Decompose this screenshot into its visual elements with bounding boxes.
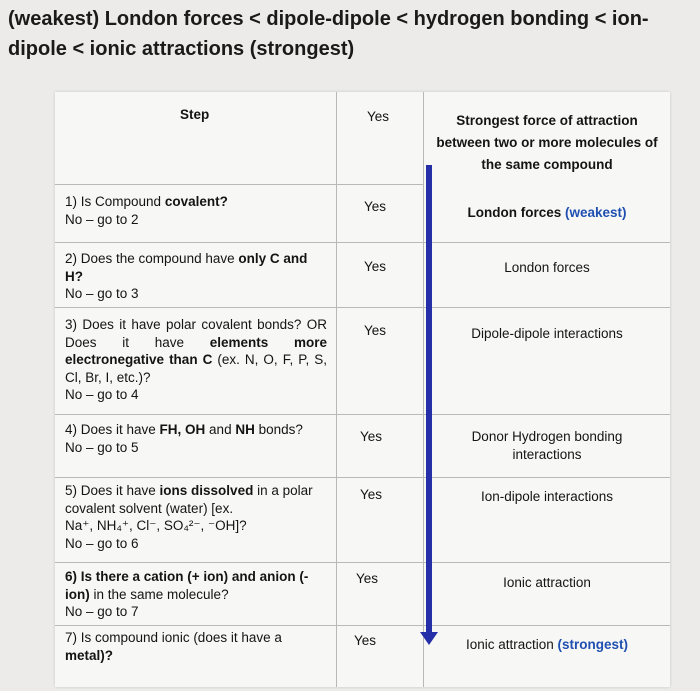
header-step: Step [180,107,210,122]
row-6-no: No – go to 7 [65,604,139,619]
down-arrow-icon [420,632,438,645]
row-1-force: London forces (weakest) [467,205,627,220]
row-3-question: 3) Does it have polar covalent bonds? OR Does it have elements more electronegative than C (ex. N, O, F, P, S, Cl, Br, I, etc.)? No – go to 4 [65,317,328,402]
row-7-question: 7) Is compound ionic (does it have a metal)? [65,630,282,663]
column-divider [423,92,424,687]
row-divider [55,307,670,308]
row-divider [55,242,670,243]
heading-line-2: dipole < ionic attractions (strongest) [8,38,355,60]
row-6-force: Ionic attraction [503,575,591,590]
row-3-yes: Yes [364,323,387,338]
row-divider [55,625,670,626]
row-5-force: Ion-dipole interactions [480,489,614,504]
row-2-no: No – go to 3 [65,286,139,301]
heading-line-1: (weakest) London forces < dipole-dipole < hydrogen bonding < ion- [8,8,649,30]
row-2-question: 2) Does the compound have only C and H? No – go to 3 [65,250,327,303]
strength-arrow-shaft [426,165,432,635]
row-4-yes: Yes [360,429,383,444]
row-1-yes: Yes [364,199,387,214]
row-7-force: Ionic attraction (strongest) [465,637,629,652]
header-yes: Yes [367,109,390,124]
row-5-yes: Yes [360,487,383,502]
header-force: Strongest force of attraction between two or more molecules of the same compound [436,113,658,172]
row-2-yes: Yes [364,259,387,274]
row-6-question: 6) Is there a cation (+ ion) and anion (- ion) in the same molecule? No – go to 7 [65,568,327,621]
row-divider [55,477,670,478]
row-4-force: Donor Hydrogen bonding interactions [471,429,623,462]
row-2-force: London forces [504,260,590,275]
row-1-question: 1) Is Compound covalent? No – go to 2 [65,193,327,228]
row-3-no: No – go to 4 [65,387,139,402]
row-divider [55,562,670,563]
decision-table [55,92,670,687]
row-3-force: Dipole-dipole interactions [471,326,623,341]
row-4-no: No – go to 5 [65,439,139,455]
row-6-yes: Yes [356,571,379,586]
row-5-no: No – go to 6 [65,535,139,551]
row-divider [55,184,423,185]
column-divider [336,92,337,687]
row-5-ions: Na⁺, NH₄⁺, Cl⁻, SO₄²⁻, ⁻OH]? [65,518,247,533]
page-heading [8,4,688,64]
row-5-question: 5) Does it have ions dissolved in a polar covalent solvent (water) [ex. Na⁺, NH₄⁺, Cl⁻, SO₄²⁻, ⁻OH]? No – go to 6 [65,482,327,552]
row-7-yes: Yes [354,633,377,648]
row-4-question: 4) Does it have FH, OH and NH bonds? No – go to 5 [65,421,327,456]
row-divider [55,414,670,415]
row-1-no: No – go to 2 [65,211,139,227]
